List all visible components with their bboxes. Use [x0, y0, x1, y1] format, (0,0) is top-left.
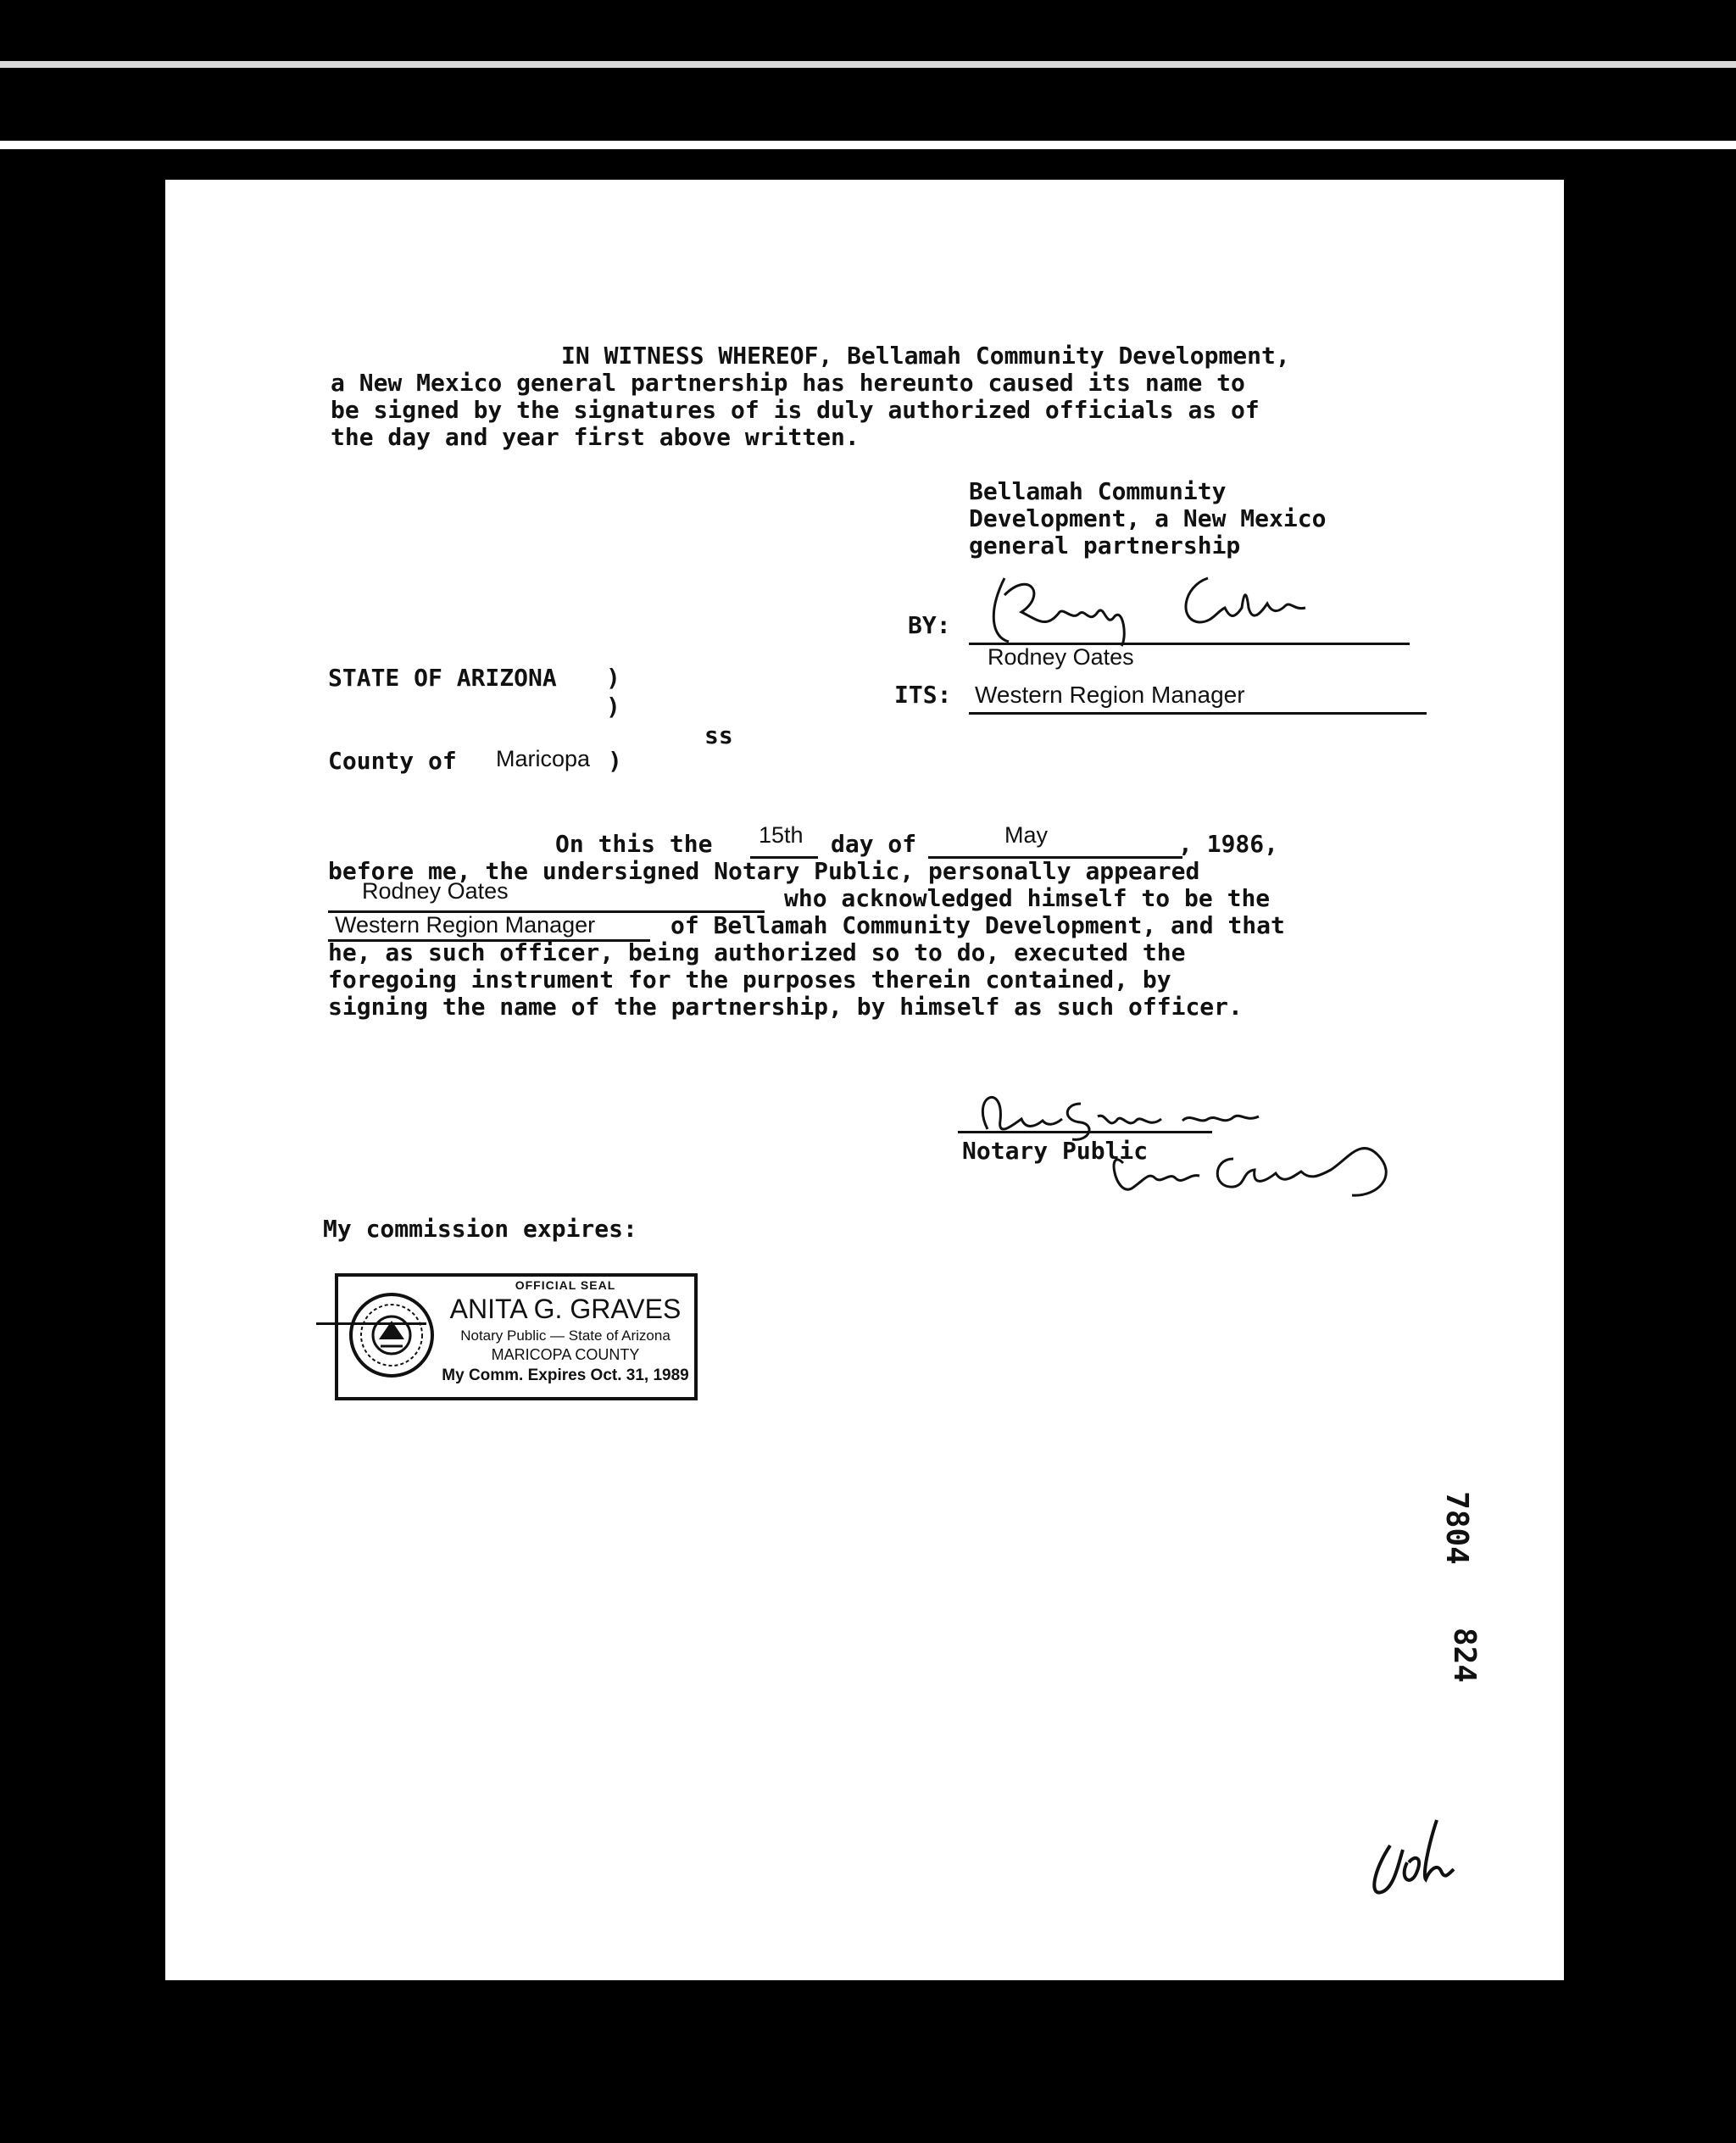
venue-paren-1: ): [606, 664, 620, 692]
entity-line-3: general partnership: [969, 532, 1241, 559]
notary-seal: [335, 1273, 698, 1400]
signer-title: Western Region Manager: [975, 682, 1245, 708]
ack-line-4: of Bellamah Community Development, and that: [670, 911, 1285, 939]
ack-line-2: before me, the undersigned Notary Public, personally appeared: [328, 857, 1200, 885]
scan-artifact-top: [0, 61, 1736, 68]
entity-line-1: Bellamah Community: [969, 477, 1227, 505]
witness-line-2: a New Mexico general partnership has hereunto caused its name to: [331, 369, 1245, 397]
by-label: BY:: [908, 611, 951, 639]
ack-on-this: On this the: [555, 830, 713, 858]
notary-label: Notary Public: [962, 1137, 1149, 1165]
book-number: 7804: [1438, 1491, 1474, 1565]
initials-mark: [1356, 1812, 1466, 1905]
county-label: County of: [328, 747, 457, 775]
oates-signature: [979, 561, 1335, 654]
notary-signature-line: [958, 1131, 1212, 1133]
page-number: 824: [1447, 1627, 1483, 1684]
ack-line-5: he, as such officer, being authorized so to do, executed the: [328, 938, 1186, 966]
ack-appeared-name: Rodney Oates: [362, 878, 509, 904]
ack-title-value: Western Region Manager: [335, 912, 596, 938]
witness-line-4: the day and year first above written.: [331, 423, 860, 451]
commission-label: My commission expires:: [323, 1215, 637, 1243]
venue-paren-2: ): [606, 693, 620, 721]
state-label: STATE OF ARIZONA: [328, 664, 557, 692]
document-page: [165, 180, 1564, 1980]
ack-day-value: 15th: [759, 822, 804, 848]
witness-line-3: be signed by the signatures of is duly authorized officials as of: [331, 396, 1260, 424]
seal-line-1: Notary Public — State of Arizona: [460, 1328, 670, 1344]
venue-paren-3: ): [608, 747, 622, 775]
ack-line-3: who acknowledged himself to be the: [784, 884, 1271, 912]
seal-header: OFFICIAL SEAL: [515, 1278, 616, 1292]
title-line: [969, 712, 1427, 715]
witness-line-1: IN WITNESS WHEREOF, Bellamah Community Development,: [561, 342, 1290, 370]
ack-month-value: May: [1004, 822, 1049, 848]
seal-line-3: My Comm. Expires Oct. 31, 1989: [442, 1367, 689, 1384]
seal-name: ANITA G. GRAVES: [449, 1294, 682, 1324]
ss-label: ss: [704, 721, 733, 749]
ack-line-6: foregoing instrument for the purposes therein contained, by: [328, 966, 1171, 994]
state-seal-emblem: [347, 1289, 437, 1382]
its-label: ITS:: [894, 681, 952, 709]
scan-artifact-bar: [0, 141, 1736, 149]
county-value: Maricopa: [496, 746, 591, 771]
ack-line-7: signing the name of the partnership, by himself as such officer.: [328, 993, 1243, 1021]
seal-strike-line: [316, 1322, 426, 1325]
ack-day-of: day of: [831, 830, 917, 858]
entity-line-2: Development, a New Mexico: [969, 504, 1327, 532]
signer-name: Rodney Oates: [988, 644, 1134, 670]
ack-year: , 1986,: [1178, 830, 1279, 858]
seal-line-2: MARICOPA COUNTY: [491, 1346, 640, 1363]
